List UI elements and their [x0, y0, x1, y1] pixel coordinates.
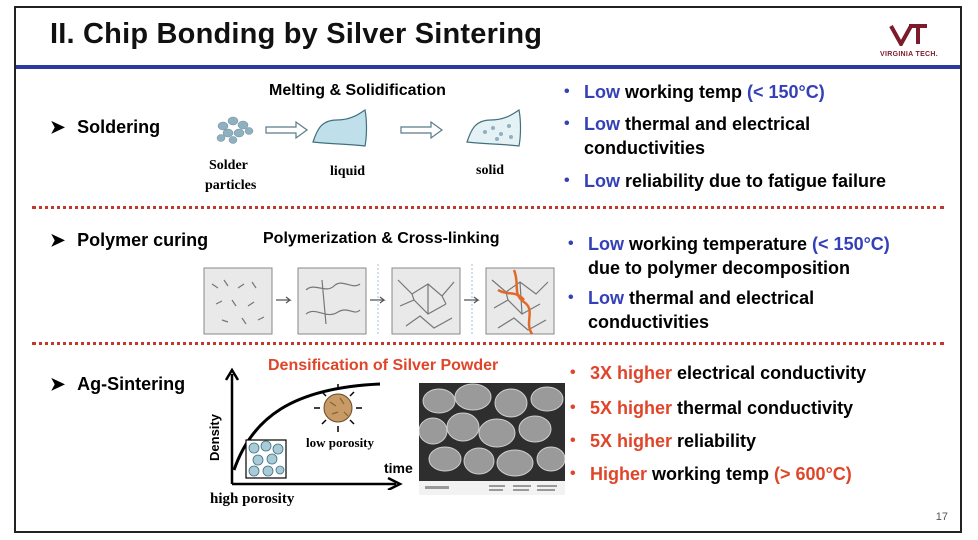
- slide-title: II. Chip Bonding by Silver Sintering: [50, 18, 543, 50]
- arrow-bullet-icon: ➤: [50, 374, 66, 394]
- slide: [14, 6, 962, 533]
- sintering-bullet-4: • Higher working temp (> 600°C): [570, 464, 852, 484]
- monomer-panel: [204, 268, 272, 334]
- sintering-bullet-1: • 3X higher electrical conductivity: [570, 363, 867, 383]
- soldering-heading: ➤ Soldering: [50, 117, 161, 137]
- arrow-bullet-icon: ➤: [50, 230, 66, 250]
- solder-label: Solder: [209, 158, 248, 173]
- solid-label: solid: [476, 163, 505, 178]
- liquid-label: liquid: [330, 164, 366, 179]
- arrow-right-icon: [266, 122, 307, 138]
- low-porosity-label: low porosity: [306, 435, 375, 450]
- title-rule: [16, 65, 960, 69]
- virginia-tech-logo: [878, 24, 940, 58]
- page-number: 17: [935, 511, 948, 523]
- section-divider: [32, 342, 944, 345]
- oligomer-panel: [298, 268, 366, 334]
- polymer-diagram: [202, 260, 572, 336]
- time-axis-label: time: [384, 460, 413, 476]
- section-divider: [32, 206, 944, 209]
- soldering-bullet-3: • Low reliability due to fatigue failure: [564, 171, 887, 191]
- sem-micrograph: [419, 383, 565, 495]
- liquid-icon: [313, 110, 367, 146]
- high-porosity-label: high porosity: [210, 491, 295, 507]
- polymer-caption: Polymerization & Cross-linking: [263, 230, 500, 247]
- arrow-bullet-icon: ➤: [50, 117, 66, 137]
- x-axis: [232, 478, 400, 490]
- sem-image: [419, 383, 565, 495]
- soldering-diagram: [201, 106, 531, 156]
- polymer-bullet-2: • Low thermal and electrical conductivities: [568, 288, 815, 332]
- vt-mark-icon: [889, 24, 929, 46]
- high-porosity-icon: [246, 440, 286, 478]
- soldering-bullet-2: • Low thermal and electrical conductivities: [564, 114, 811, 158]
- sintering-bullet-3: • 5X higher reliability: [570, 431, 757, 451]
- density-axis-label: Density: [206, 414, 222, 461]
- arrow-right-icon: [401, 122, 442, 138]
- crosslinked-panel: [486, 268, 554, 334]
- solder-particles-icon: [217, 117, 253, 144]
- sintering-heading: ➤ Ag-Sintering: [50, 374, 186, 394]
- polymer-heading: ➤ Polymer curing: [50, 230, 209, 250]
- soldering-caption: Melting & Solidification: [269, 82, 446, 99]
- soldering-bullet-1: • Low working temp (< 150°C): [564, 82, 825, 102]
- logo-text: VIRGINIA TECH.: [880, 51, 938, 58]
- polymer-bullet-1: • Low working temperature (< 150°C) due to polymer decomposition: [568, 234, 890, 278]
- sintering-caption: Densification of Silver Powder: [268, 357, 499, 374]
- network-panel: [392, 268, 460, 334]
- particles-label: particles: [205, 178, 257, 193]
- sintering-bullet-2: • 5X higher thermal conductivity: [570, 398, 854, 418]
